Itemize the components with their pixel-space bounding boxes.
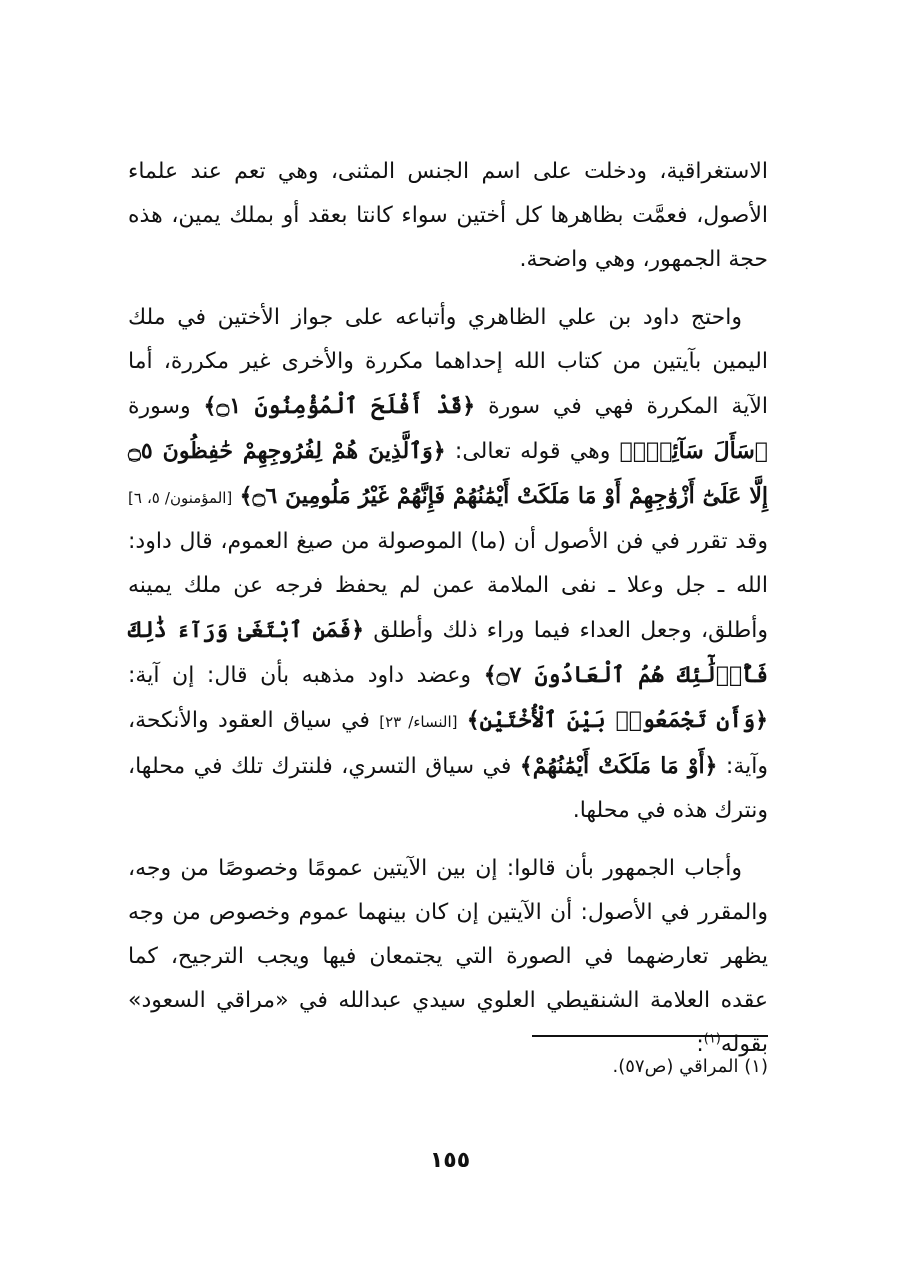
- paragraph-2-text-7: في سياق التسري، فلنترك تلك في محلها، ونترك هذه في محلها.: [128, 754, 768, 823]
- paragraph-1-text: الاستغراقية، ودخلت على اسم الجنس المثنى، وهي تعم عند علماء الأصول، فعمَّت بظاهرها كل أختين سواء كانتا بعقد أو بملك يمين، هذه حجة الجمهور، وهي واضحة.: [128, 159, 768, 272]
- paragraph-2-text-3: وهي قوله تعالى:: [454, 439, 611, 464]
- quran-quote-2: ﴿سَأَلَ سَآئِلٌۢ﴾: [619, 438, 768, 464]
- paragraph-2-text-2: وسورة: [128, 394, 191, 419]
- page-body: [128, 150, 768, 1067]
- paragraph-2-text-6: في سياق العقود والأنكحة، وآية:: [128, 708, 768, 779]
- paragraph-2: [128, 296, 768, 833]
- quran-quote-6: ﴿أَوْ مَا مَلَكَتْ أَيْمَٰنُهُمْ﴾: [519, 753, 718, 779]
- paragraph-1: [128, 150, 768, 282]
- verse-reference-2: [النساء/ ٢٣]: [379, 713, 458, 731]
- quran-quote-1: ﴿قَدْ أَفْلَحَ ٱلْمُؤْمِنُونَ ۝١﴾: [203, 393, 476, 419]
- paragraph-2-text-1: واحتج داود بن علي الظاهري وأتباعه على جواز الأختين في ملك اليمين بآيتين من كتاب الله إحداهما مكررة والأخرى غير مكررة، أما الآية المكررة فهي في سورة: [128, 305, 768, 419]
- paragraph-2-text-4: وقد تقرر في فن الأصول أن (ما) الموصولة من صيغ العموم، قال داود: الله ـ جل وعلا ـ نفى الملامة عمن لم يحفظ فرجه عن ملك يمينه وأطلق، وجعل العداء فيما وراء ذلك وأطلق: [128, 529, 768, 643]
- paragraph-3: [128, 847, 768, 1067]
- verse-reference-1: [المؤمنون/ ٥، ٦]: [128, 489, 233, 507]
- quran-quote-5: ﴿وَأَن تَجْمَعُوا۟ بَيْنَ ٱلْأُخْتَيْنِ﴾: [466, 707, 768, 733]
- paragraph-3-text: وأجاب الجمهور بأن قالوا: إن بين الآيتين عمومًا وخصوصًا من وجه، والمقرر في الأصول: أن الآيتين إن كان بينهما عموم وخصوص من وجه يظهر تعارضهما في الصورة التي يجتمعان فيها ويجب الترجيح، كما عقده العلامة الشنقيطي العلوي سيدي عبدالله في «مراقي السعود» بقوله: [128, 856, 768, 1057]
- paragraph-3-tail: :: [696, 1032, 704, 1057]
- footnote: (١) المراقي (ص٥٧).: [612, 1056, 768, 1077]
- paragraph-2-text-5: وعضد داود مذهبه بأن قال: إن آية:: [128, 663, 472, 688]
- footnote-divider: [532, 1035, 768, 1037]
- page-number: ١٥٥: [429, 1148, 471, 1173]
- quran-quote-3: ﴿وَٱلَّذِينَ هُمْ لِفُرُوجِهِمْ حَٰفِظُونَ ۝٥ إِلَّا عَلَىٰٓ أَزْوَٰجِهِمْ أَوْ مَا مَلَكَتْ أَيْمَٰنُهُمْ فَإِنَّهُمْ غَيْرُ مَلُومِينَ ۝٦﴾: [128, 438, 768, 509]
- quran-quote-4: ﴿فَمَنِ ٱبْتَغَىٰ وَرَآءَ ذَٰلِكَ فَأُو۟لَٰٓئِكَ هُمُ ٱلْعَادُونَ ۝٧﴾: [128, 617, 769, 688]
- footnote-marker[interactable]: (١): [703, 1031, 721, 1047]
